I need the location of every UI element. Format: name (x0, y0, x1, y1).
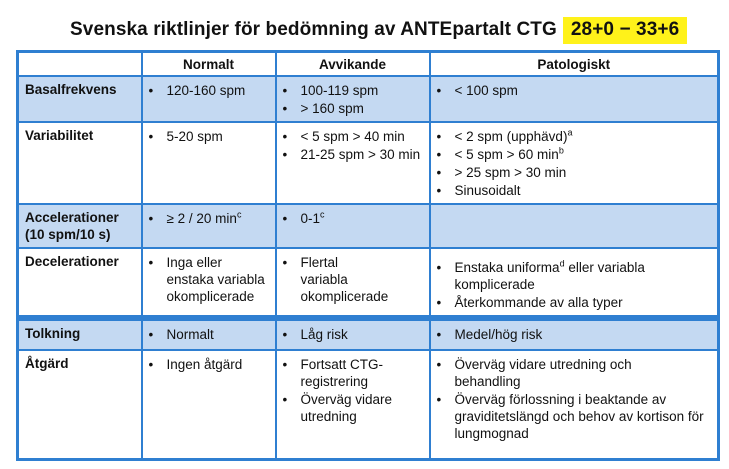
cell-avvikande (276, 76, 430, 122)
list-item: • Låg risk (283, 326, 425, 343)
cell-avvikande (276, 204, 430, 248)
cell-normalt (142, 320, 276, 350)
cell-patologiskt (430, 204, 719, 248)
row-label: Accelerationer (10 spm/10 s) (18, 204, 142, 248)
cell-patologiskt (430, 248, 719, 317)
list-item: • 0-1$^c$ (283, 210, 425, 227)
list-item: • Sinusoidalt (437, 182, 714, 199)
list-item: • Enstaka uniforma$^d$ eller variabla komplicerade (437, 259, 714, 293)
list-item: • Inga eller enstaka variabla okomplicerade (149, 254, 271, 305)
interpretation-table (16, 318, 720, 461)
row-label: Basalfrekvens (18, 76, 142, 122)
list-item: • Ingen åtgärd (149, 356, 271, 373)
cell-avvikande (276, 248, 430, 317)
cell-normalt (142, 204, 276, 248)
cell-normalt (142, 122, 276, 204)
list-item: • ≥ 2 / 20 $\min^c$ (149, 210, 271, 227)
cell-avvikande (276, 122, 430, 204)
header-avvikande: Avvikande (276, 52, 430, 77)
list-item: • 5-20 spm (149, 128, 271, 145)
cell-patologiskt (430, 350, 719, 460)
cell-normalt (142, 248, 276, 317)
footnote-a: a (567, 127, 573, 138)
list-item: • Överväg vidare utredning och behandling (437, 356, 714, 390)
footnote-d: d (559, 258, 565, 269)
list-item: • > 25 spm > 30 min (437, 164, 714, 181)
header-empty (18, 52, 142, 77)
list-item: • < 2 spm (upphävd)$^a$ (437, 128, 714, 145)
footnote-c: c (320, 209, 325, 220)
list-item: • Överväg förlossning i beaktande av graviditetslängd och behov av kortison för lungmognad (437, 391, 714, 442)
ctg-criteria-table (16, 50, 720, 318)
list-item: • Flertal variabla okomplicerade (283, 254, 425, 305)
footnote-c: c (236, 209, 242, 220)
row-label: Åtgärd (18, 350, 142, 460)
row-decelerationer (18, 248, 719, 317)
gestational-age-highlight: 28+0 − 33+6 (563, 17, 687, 44)
row-accelerationer (18, 204, 719, 248)
footnote-b: b (558, 145, 564, 156)
row-variabilitet (18, 122, 719, 204)
list-item: • 120-160 spm (149, 82, 271, 99)
row-label: Tolkning (18, 320, 142, 350)
list-item: • Fortsatt CTG-registrering (283, 356, 425, 390)
row-label: Decelerationer (18, 248, 142, 317)
cell-normalt (142, 76, 276, 122)
cell-avvikande (276, 350, 430, 460)
title-text: Svenska riktlinjer för bedömning av ANTEpartalt CTG (70, 19, 557, 40)
header-patologiskt: Patologiskt (430, 52, 719, 77)
row-tolkning (18, 320, 719, 350)
list-item: • < 5 spm > 60 $\min^b$ (437, 146, 714, 163)
cell-patologiskt (430, 76, 719, 122)
list-item: • < 5 spm > 40 min (283, 128, 425, 145)
header-normalt: Normalt (142, 52, 276, 77)
list-item: • > 160 spm (283, 100, 425, 117)
list-item: • Medel/hög risk (437, 326, 714, 343)
cell-avvikande (276, 320, 430, 350)
list-item: • Återkommande av alla typer (437, 294, 714, 311)
row-label: Variabilitet (18, 122, 142, 204)
list-item: • 100-119 spm (283, 82, 425, 99)
list-item: • Normalt (149, 326, 271, 343)
list-item: • < 100 spm (437, 82, 714, 99)
cell-normalt (142, 350, 276, 460)
header-row (18, 52, 719, 77)
row-atgard (18, 350, 719, 460)
list-item: • 21-25 spm > 30 min (283, 146, 425, 163)
cell-patologiskt (430, 122, 719, 204)
page-title (70, 14, 687, 46)
row-basalfrekvens (18, 76, 719, 122)
list-item: • Överväg vidare utredning (283, 391, 425, 425)
cell-patologiskt (430, 320, 719, 350)
